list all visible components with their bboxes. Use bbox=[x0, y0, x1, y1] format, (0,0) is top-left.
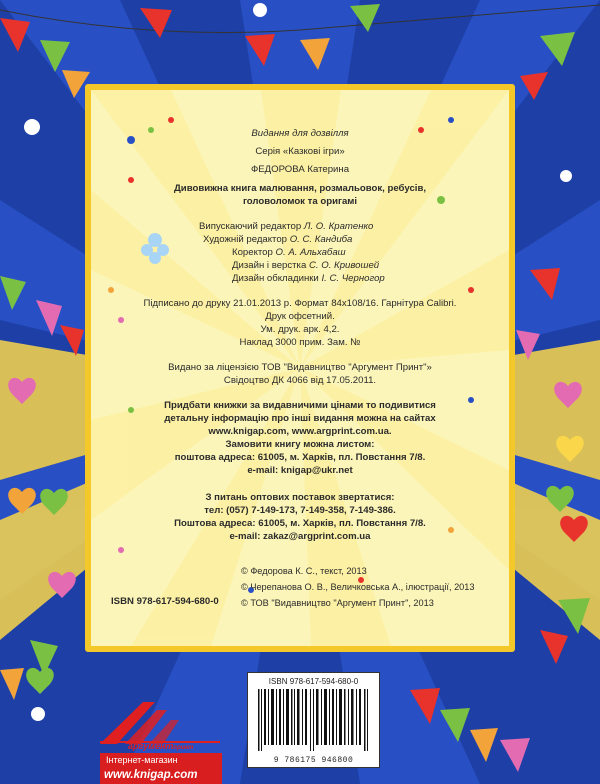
credit-role: Дизайн обкладинки bbox=[232, 273, 319, 284]
credit-row bbox=[232, 247, 346, 258]
credit-role: Коректор bbox=[232, 247, 273, 258]
credit-role: Художній редактор bbox=[203, 234, 288, 245]
imprint-panel bbox=[85, 84, 515, 652]
buy-info-line: поштова адреса: 61005, м. Харків, пл. Повстання 7/8. bbox=[174, 452, 426, 463]
barcode-isbn: ISBN 978-617-594-680-0 bbox=[268, 677, 359, 686]
buy-info-line: Замовити книгу можна листом: bbox=[225, 439, 375, 450]
logo-suffix: принт bbox=[173, 745, 194, 751]
wholesale-info-line: З питань оптових поставок звертатися: bbox=[205, 492, 395, 503]
credit-row bbox=[203, 234, 352, 245]
wholesale-info-line: Поштова адреса: 61005, м. Харків, пл. Повстання 7/8. bbox=[174, 518, 426, 529]
series-name: Серія «Казкові ігри» bbox=[255, 146, 345, 157]
copyright-line: © ТОВ "Видавництво "Аргумент Принт", 2013 bbox=[241, 598, 434, 608]
print-info-line: Друк офсетний. bbox=[265, 311, 335, 322]
logo-word: аргумент bbox=[128, 741, 174, 751]
barcode-number: 9 786175 946800 bbox=[273, 756, 354, 765]
credit-person: О. С. Кандиба bbox=[289, 234, 353, 245]
author-name: ФЕДОРОВА Катерина bbox=[250, 164, 350, 175]
wholesale-info-line: тел: (057) 7-149-173, 7-149-358, 7-149-386. bbox=[204, 505, 396, 516]
credit-row bbox=[232, 260, 379, 271]
copyright-line: © Федорова К. С., текст, 2013 bbox=[241, 566, 367, 576]
barcode bbox=[247, 672, 380, 768]
license-line: Свідоцтво ДК 4066 від 17.05.2011. bbox=[223, 375, 377, 386]
credit-person: І. С. Черногор bbox=[321, 273, 385, 284]
print-info-line: Наклад 3000 прим. Зам. № bbox=[239, 337, 361, 348]
barcode-bars-icon bbox=[258, 689, 370, 751]
online-shop-link[interactable]: www.knigap.com bbox=[100, 767, 222, 784]
buy-info-line: e-mail: knigap@ukr.net bbox=[247, 465, 353, 476]
wholesale-info-line: e-mail: zakaz@argprint.com.ua bbox=[229, 531, 371, 542]
print-info-line: Ум. друк. арк. 4,2. bbox=[260, 324, 340, 335]
buy-info-line: Придбати книжки за видавничими цінами то подивитися bbox=[164, 400, 436, 411]
imprint-text bbox=[91, 90, 509, 646]
age-note: Видання для дозвілля bbox=[251, 128, 349, 139]
credit-person: С. О. Кривошей bbox=[308, 260, 380, 271]
buy-info-line: www.knigap.com, www.argprint.com.ua. bbox=[208, 426, 392, 437]
license-line: Видано за ліцензією ТОВ "Видавництво "Аргумент Принт"» bbox=[168, 362, 432, 373]
book-title-line-1: Дивовижна книга малювання, розмальовок, ребусів, bbox=[173, 183, 427, 194]
credit-role: Випускаючий редактор bbox=[199, 221, 302, 232]
publisher-logo-text bbox=[128, 741, 193, 751]
credit-row bbox=[199, 221, 373, 232]
credit-person: Л. О. Кратенко bbox=[303, 221, 374, 232]
book-title-line-2: головоломок та оригамі bbox=[242, 196, 358, 207]
isbn: ISBN 978-617-594-680-0 bbox=[111, 596, 219, 607]
credit-role: Дизайн і верстка bbox=[232, 260, 307, 271]
copyright-line: © Черепанова О. В., Величковська А., ілюстрації, 2013 bbox=[241, 582, 475, 592]
online-shop-label: Інтернет-магазин bbox=[100, 753, 222, 767]
buy-info-line: детальну інформацію про інші видання можна на сайтах bbox=[164, 413, 436, 424]
print-info-line: Підписано до друку 21.01.2013 р. Формат 84х108/16. Гарнітура Calibri. bbox=[143, 298, 457, 309]
credit-person: О. А. Альхабаш bbox=[275, 247, 346, 258]
credit-row bbox=[232, 273, 385, 284]
